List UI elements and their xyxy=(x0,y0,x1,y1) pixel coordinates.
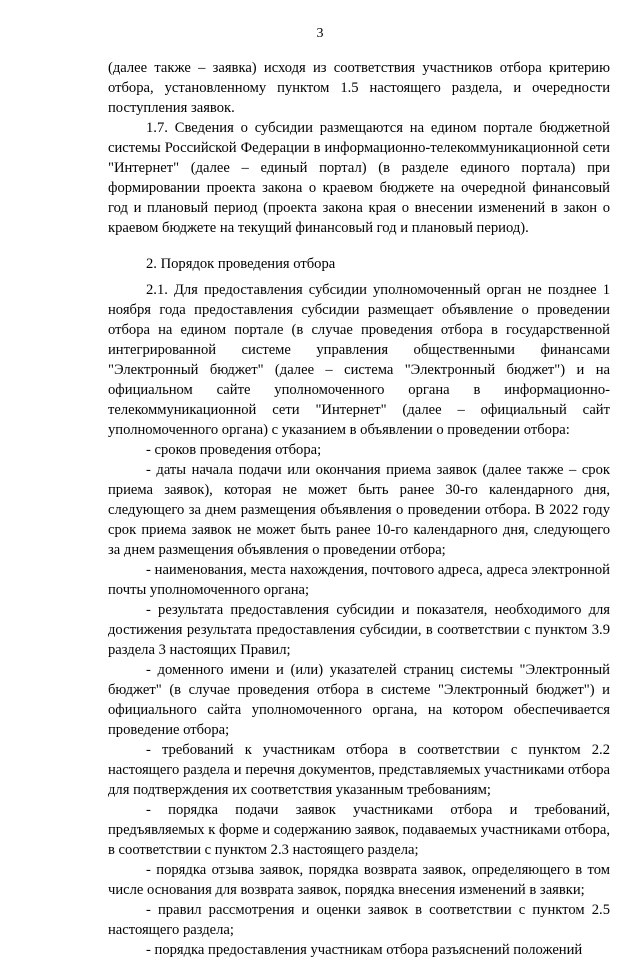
list-item: - порядка предоставления участникам отбора разъяснений положений xyxy=(146,942,583,958)
section-heading: 2. Порядок проведения отбора xyxy=(146,256,336,272)
paragraph-1-7: 1.7. Сведения о субсидии размещаются на едином портале бюджетной системы Российской Федерации в информационно-телекоммуникационной сети "Интернет" (далее – единый портал) (в разделе единого портала) при формировании проекта закона о краевом бюджете на очередной финансовый год и плановый период (проекта закона края о внесении изменений в закон о краевом бюджете на текущий финансовый год и плановый период). xyxy=(108,120,610,236)
list-item: - результата предоставления субсидии и показателя, необходимого для достижения результата предоставления субсидии, в соответствии с пунктом 3.9 раздела 3 настоящих Правил; xyxy=(108,602,610,658)
list-item: - даты начала подачи или окончания приема заявок (далее также – срок приема заявок), которая не может быть ранее 30-го календарного дня, следующего за днем размещения объявления о проведении отбора. В 2022 году срок приема заявок не может быть ранее 10-го календарного дня, следующего за днем размещения объявления о проведении отбора; xyxy=(108,462,610,558)
document-body xyxy=(108,58,610,960)
page-number: 3 xyxy=(316,26,324,41)
list-item: - требований к участникам отбора в соответствии с пунктом 2.2 настоящего раздела и перечня документов, представляемых участниками отбора для подтверждения их соответствия указанным требованиям; xyxy=(108,742,610,798)
list-item: - порядка отзыва заявок, порядка возврата заявок, определяющего в том числе основания для возврата заявок, порядка внесения изменений в заявки; xyxy=(108,862,610,898)
paragraph-continuation: (далее также – заявка) исходя из соответствия участников отбора критерию отбора, установленному пунктом 1.5 настоящего раздела, и очередности поступления заявок. xyxy=(108,60,610,116)
list-item: - порядка подачи заявок участниками отбора и требований, предъявляемых к форме и содержанию заявок, подаваемых участниками отбора, в соответствии с пунктом 2.3 настоящего раздела; xyxy=(108,802,610,858)
list-item: - наименования, места нахождения, почтового адреса, адреса электронной почты уполномоченного органа; xyxy=(108,562,610,598)
list-item: - сроков проведения отбора; xyxy=(146,442,322,458)
list-item: - правил рассмотрения и оценки заявок в соответствии с пунктом 2.5 настоящего раздела; xyxy=(108,902,610,938)
paragraph-2-1: 2.1. Для предоставления субсидии уполномоченный орган не позднее 1 ноября года предоставления субсидии размещает объявление о проведении отбора на едином портале (в случае проведения отбора в государственной интегрированной системе управления общественными финансами "Электронный бюджет" (далее – система "Электронный бюджет") и на официальном сайте уполномоченного органа в информационно-телекоммуникационной сети "Интернет" (далее – официальный сайт уполномоченного органа) с указанием в объявлении о проведении отбора: xyxy=(108,282,610,438)
list-item: - доменного имени и (или) указателей страниц системы "Электронный бюджет" (в случае проведения отбора в системе "Электронный бюджет") и официального сайта уполномоченного органа, на котором обеспечивается проведение отбора; xyxy=(108,662,610,738)
